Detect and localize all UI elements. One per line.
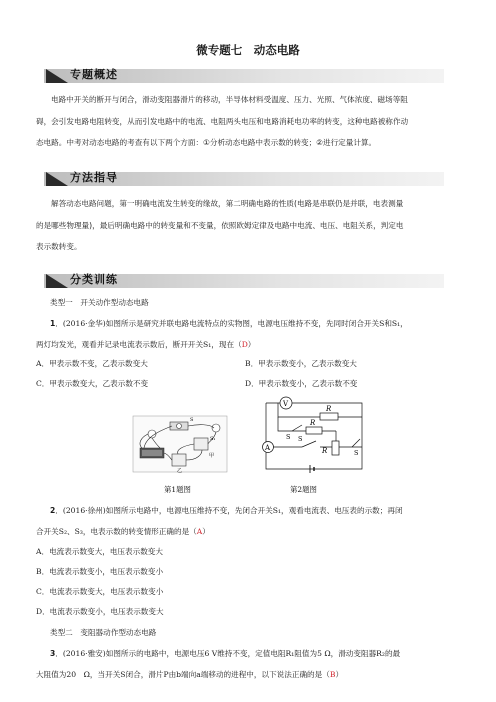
paragraph-line: 电路中开关的断开与闭合，滑动变阻器滑片的移动，半导体材料受温度、压力、光照、气体浓度、磁场等阻 [51, 95, 408, 104]
answer-mark: B [329, 670, 336, 679]
option-a: A．甲表示数不变，乙表示数变大 [36, 359, 148, 368]
section-banner-method [44, 169, 452, 187]
question-2-line1 [50, 505, 403, 516]
method-paragraph [36, 193, 468, 258]
question-text: ．(2016·金华)如图所示是研究并联电路电流特点的实物图，电源电压维持不变，先同时闭合开关S和S₁， [55, 319, 408, 328]
section-banner-overview [44, 66, 452, 84]
banner-triangle [46, 172, 68, 186]
switch-s-label: S [190, 417, 194, 423]
question-number: 2 [50, 506, 56, 515]
question-3-line1 [50, 648, 400, 659]
switch-s3-label: S [354, 449, 359, 457]
question-1-line1 [50, 318, 408, 329]
figure-1-apparatus [132, 410, 228, 474]
paragraph-line: 表示数转变。 [36, 242, 82, 251]
figure-1-caption: 第1题图 [164, 485, 191, 494]
answer-mark: D [241, 340, 248, 349]
question-text: ） [335, 670, 344, 679]
figure-2-schematic [262, 395, 372, 475]
figure-2-caption: 第2题图 [290, 485, 317, 494]
switch-s1-label: S [286, 433, 291, 441]
paragraph-line: 的是哪些物理量)，最后明确电路中的转变量和不变量，依照欧姆定律及电路中电流、电压、电阻关系，判定电 [36, 220, 404, 230]
ammeter-label: A [265, 444, 271, 452]
overview-paragraph [36, 89, 468, 154]
question-text: ） [247, 340, 256, 349]
question-number: 3 [50, 649, 56, 658]
banner-triangle [46, 69, 68, 83]
paragraph-line: 解答动态电路问题，第一明确电流发生转变的缘故，第二明确电路的性质(电路是串联仍是并联，电表测量 [51, 199, 404, 208]
question-text: ） [202, 527, 210, 536]
section-heading: 分类训练 [70, 273, 118, 286]
paragraph-line: 碍，会引发电路电阻转变，从而引发电路中的电流、电阻两头电压和电路消耗电功率的转变，这种电路被称作动 [36, 116, 409, 126]
switch-s1-label: S₁ [210, 436, 216, 442]
switch-s2-label: S [298, 435, 303, 443]
banner-triangle [46, 274, 68, 288]
resistor-r2-label: R [310, 419, 316, 427]
resistor-r1-label: R [326, 405, 332, 413]
option-a: A．电流表示数变大，电压表示数变大 [36, 547, 163, 556]
question-text: 大阻值为20 Ω，当开关S闭合，滑片P由b端向a端移动的进程中，以下说法正确的是（ [36, 670, 330, 679]
option-c: C．电流表示数变大，电压表示数变小 [36, 587, 164, 596]
voltmeter-label: V [283, 400, 289, 408]
option-b: B．电流表示数变小，电压表示数变小 [36, 567, 164, 576]
question-1-line2 [36, 339, 255, 350]
question-text: 合开关S₂、S₃，电表示数的转变情形正确的是（ [36, 527, 197, 536]
paragraph-line: 态电路。中考对动态电路的考查有以下两个方面：①分析动态电路中表示数的转变；②进行定量计算。 [36, 138, 377, 147]
section-heading: 方法指导 [70, 171, 118, 184]
question-text: ．(2016·雅安)如图所示的电路中，电源电压6 V维持不变，定值电阻R₁阻值为5 Ω，滑动变阻器R₂的最 [55, 649, 401, 658]
type-heading: 类型一 开关动作型动态电路 [50, 298, 149, 307]
option-d: D．甲表示数变小，乙表示数不变 [245, 379, 358, 388]
resistor-r3-label: R [322, 447, 328, 455]
option-c: C．甲表示数变大，乙表示数不变 [36, 379, 149, 388]
option-d: D．电流表示数变小，电压表示数变大 [36, 607, 164, 616]
question-3-line2 [36, 669, 343, 680]
meter-jia-label: 甲 [209, 453, 215, 459]
answer-mark: A [196, 527, 203, 536]
option-b: B．甲表示数变小，乙表示数变大 [245, 359, 357, 368]
question-number: 1 [50, 319, 56, 328]
question-text: 两灯均发光，观看并记录电流表示数后，断开开关S₁，现在（ [36, 340, 242, 349]
meter-yi-label: 乙 [177, 468, 183, 474]
page-title: 微专题七 动态电路 [196, 43, 300, 57]
question-2-line2 [36, 526, 210, 537]
question-text: ．(2016·徐州)如图所示电路中，电源电压维持不变，先闭合开关S₁，观看电流表、电压表的示数；再闭 [55, 506, 403, 515]
type-heading: 类型二 变阻器动作型动态电路 [50, 628, 157, 637]
section-heading: 专题概述 [70, 68, 118, 81]
section-banner-training [44, 271, 452, 289]
